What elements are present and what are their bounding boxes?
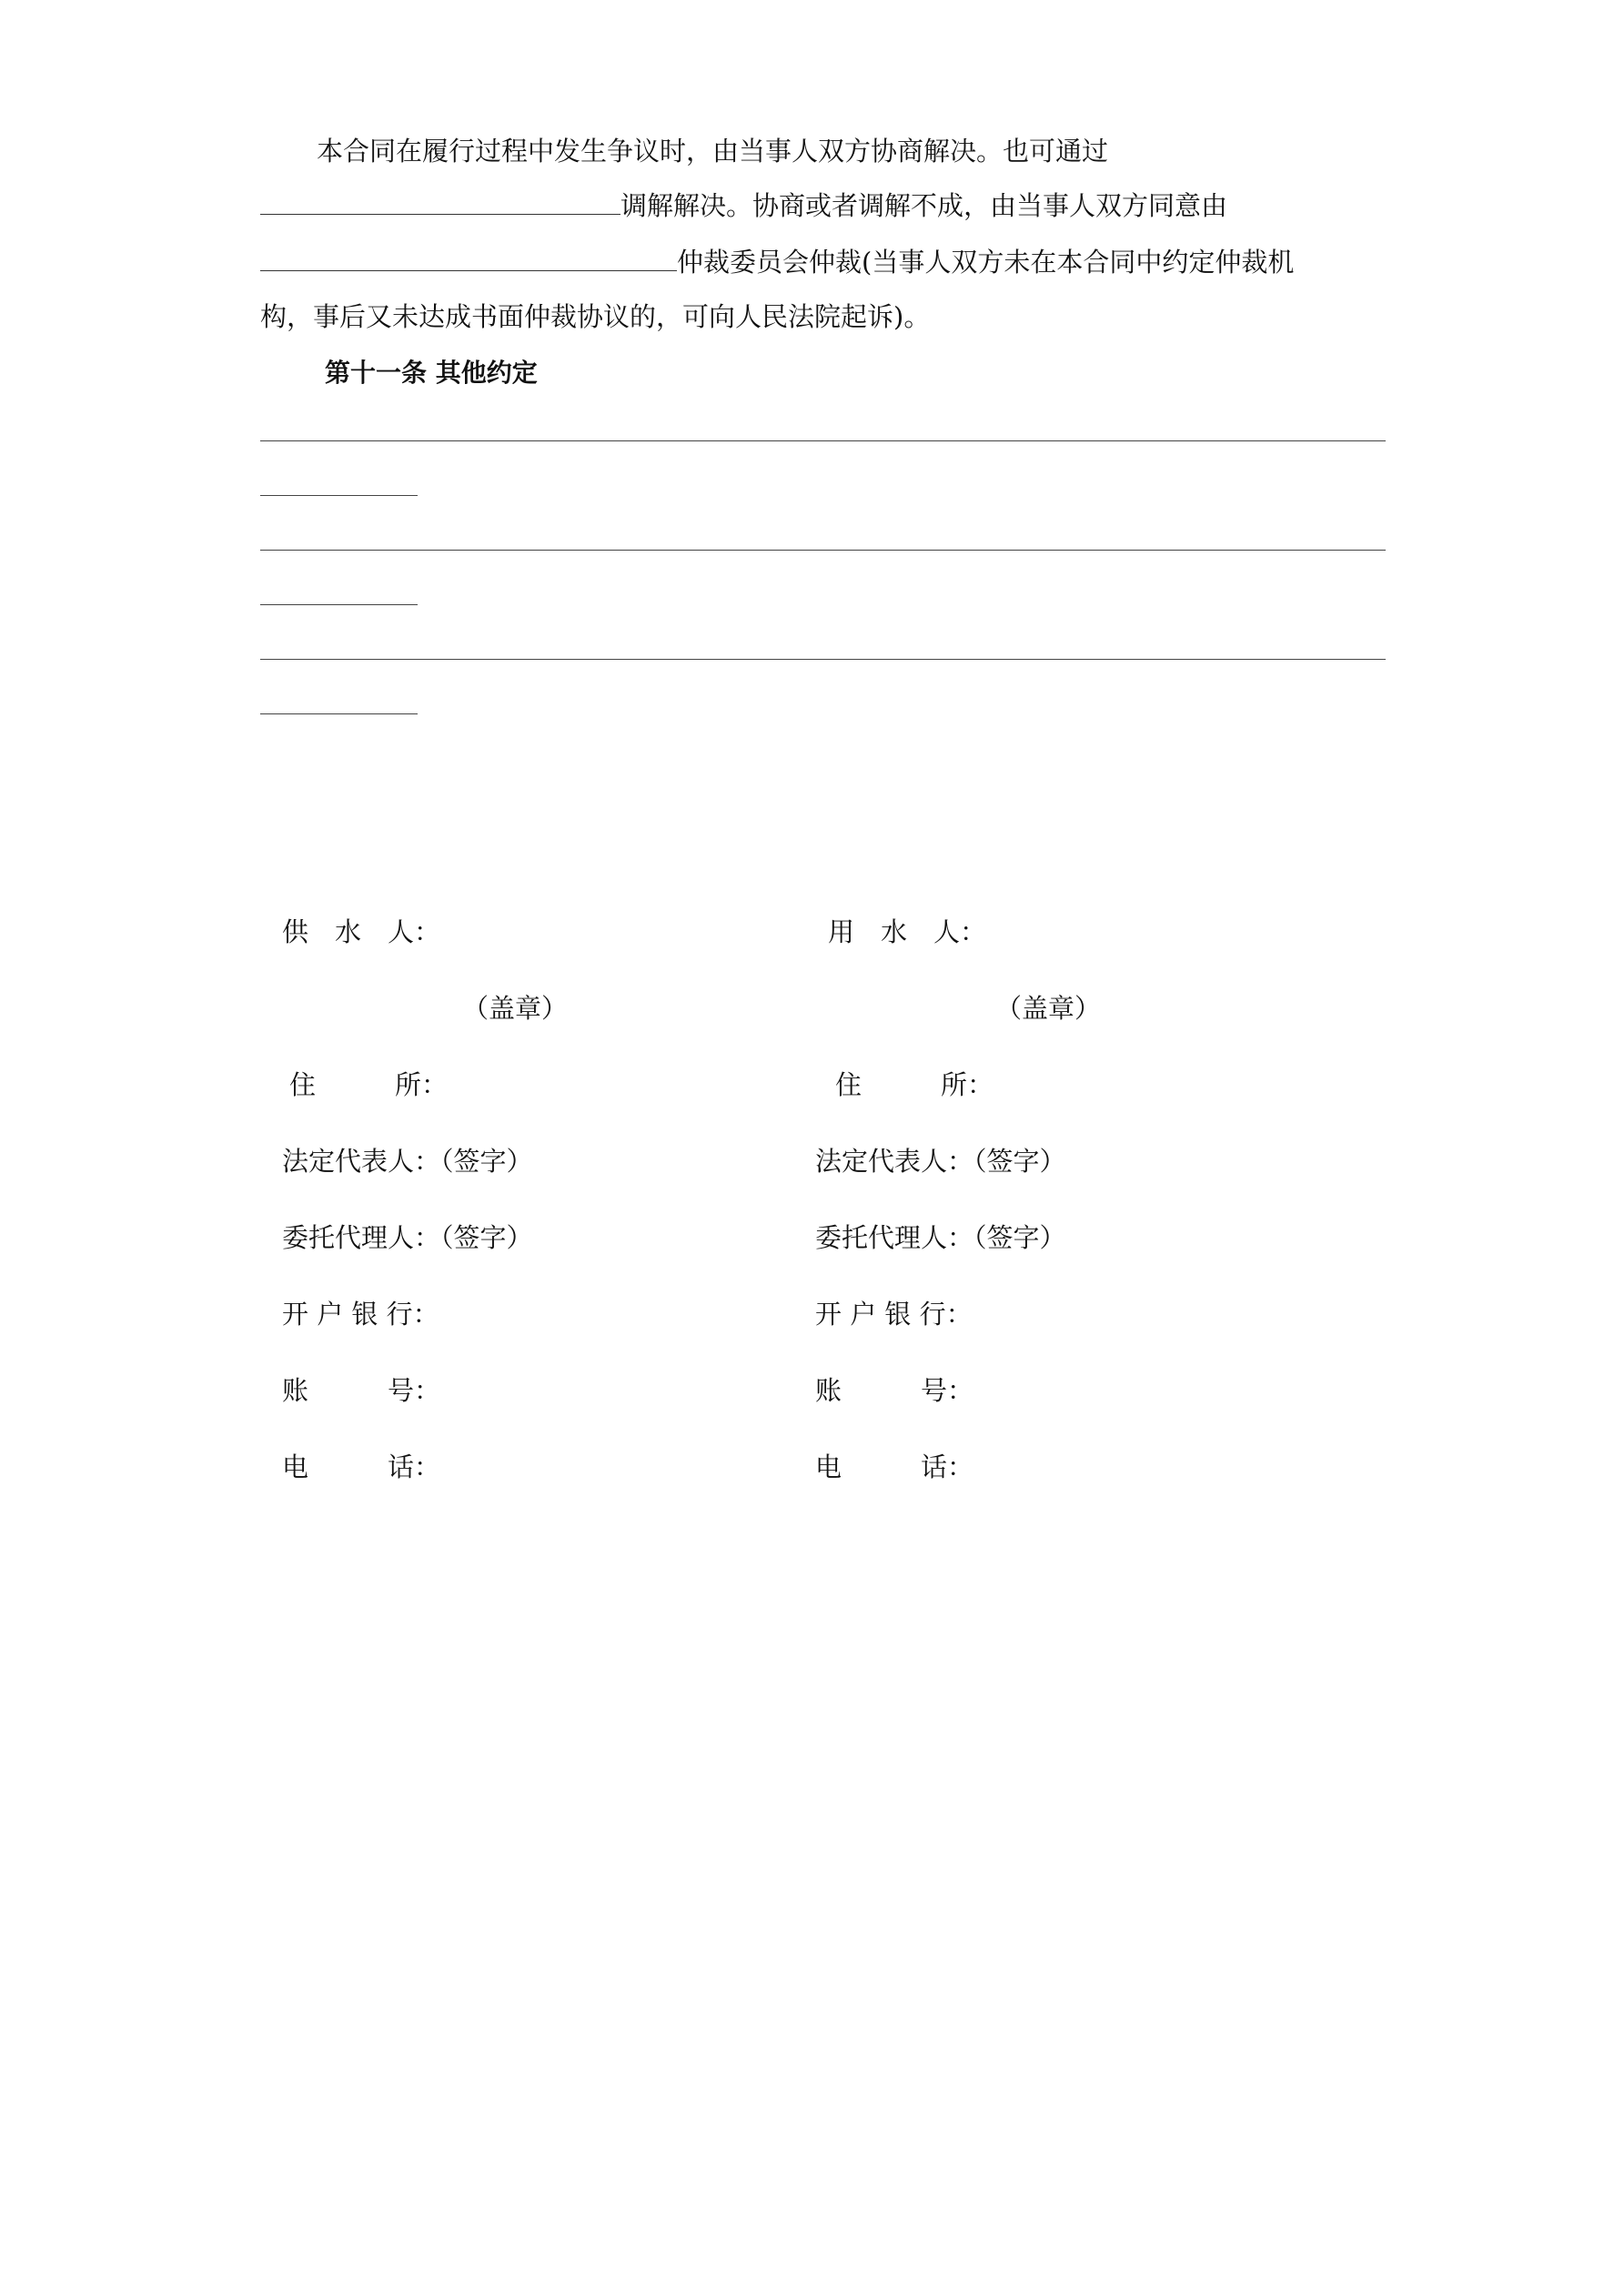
supplier-seal: （盖章） <box>462 993 569 1024</box>
clause-line-1: 本合同在履行过程中发生争议时，由当事人双方协商解决。也可通过 <box>317 136 1109 167</box>
blank-line-1-cont[interactable] <box>260 495 418 496</box>
blank-line-2-cont[interactable] <box>260 604 418 605</box>
supplier-account: 账 号： <box>282 1375 441 1406</box>
clause-line-2-text: 调解解决。协商或者调解不成，由当事人双方同意由 <box>620 190 1228 221</box>
clause-line-3 <box>260 244 1294 280</box>
supplier-label: 供 水 人： <box>282 916 441 947</box>
blank-line-1[interactable] <box>260 440 1386 441</box>
supplier-phone: 电 话： <box>282 1451 441 1482</box>
blank-line-2[interactable] <box>260 550 1386 551</box>
article-11-title: 第十一条 其他约定 <box>325 358 538 388</box>
blank-line-3-cont[interactable] <box>260 713 418 714</box>
user-account: 账 号： <box>815 1375 974 1406</box>
supplier-agent: 委托代理人：（签字） <box>282 1222 533 1253</box>
user-address: 住 所： <box>835 1069 994 1100</box>
user-agent: 委托代理人：（签字） <box>815 1222 1066 1253</box>
clause-line-4: 构，事后又未达成书面仲裁协议的，可向人民法院起诉)。 <box>260 301 931 332</box>
user-label: 用 水 人： <box>828 916 987 947</box>
supplier-address: 住 所： <box>289 1069 449 1100</box>
user-seal: （盖章） <box>995 993 1102 1024</box>
blank-line-3[interactable] <box>260 659 1386 660</box>
clause-line-3-text: 仲裁委员会仲裁(当事人双方未在本合同中约定仲裁机 <box>677 247 1295 278</box>
user-bank: 开 户 银 行： <box>815 1299 973 1330</box>
supplier-legal-rep: 法定代表人：（签字） <box>282 1146 533 1177</box>
user-phone: 电 话： <box>815 1451 974 1482</box>
supplier-bank: 开 户 银 行： <box>282 1299 439 1330</box>
arbitration-commission-blank[interactable] <box>260 247 677 271</box>
clause-line-2 <box>260 187 1227 224</box>
mediator-blank[interactable] <box>260 190 620 215</box>
user-legal-rep: 法定代表人：（签字） <box>815 1146 1066 1177</box>
